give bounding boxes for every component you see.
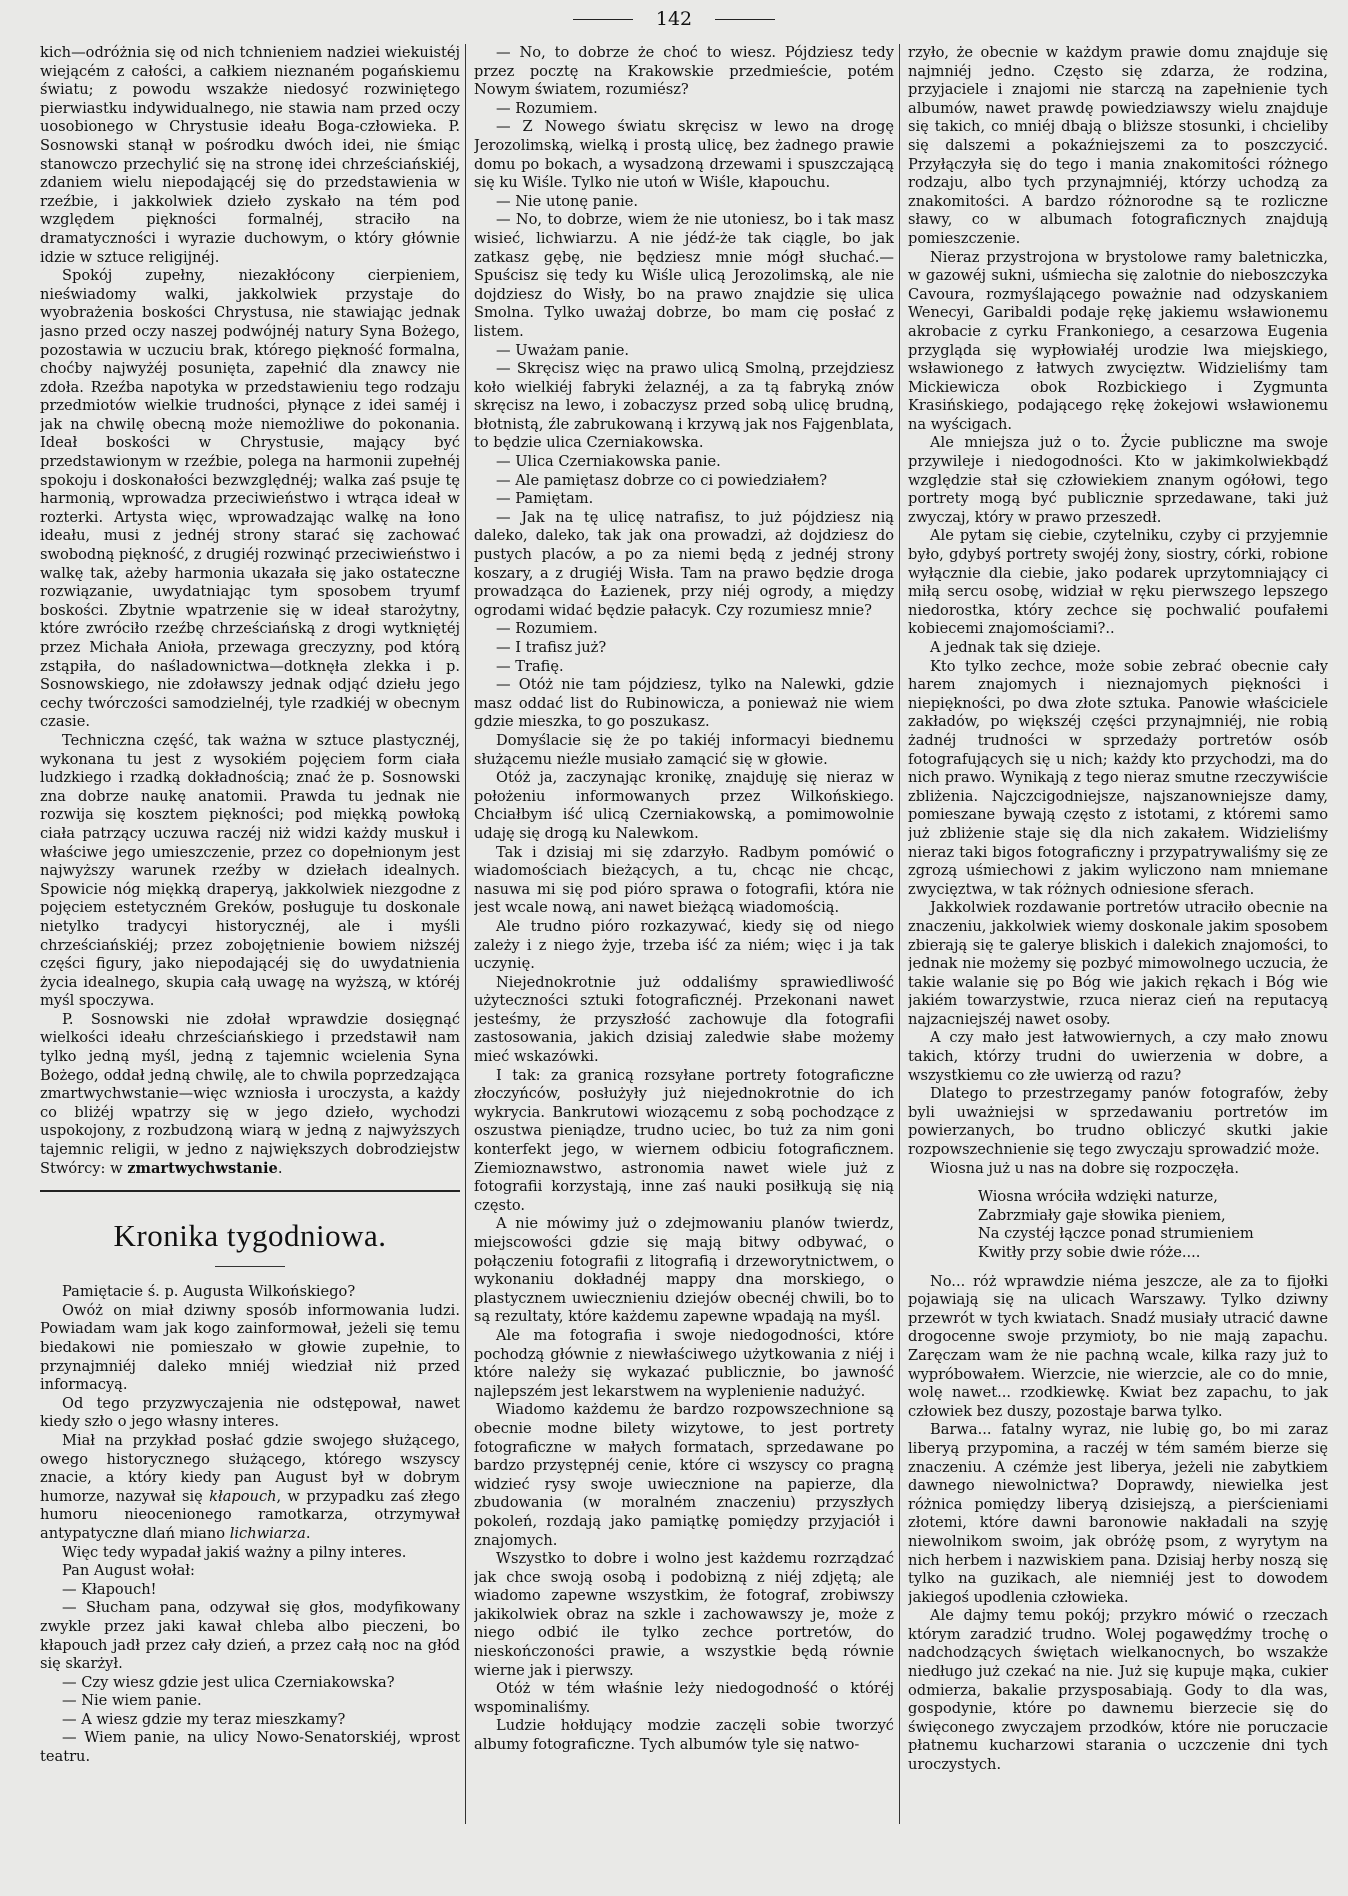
paragraph: A nie mówimy już o zdejmowaniu planów twierdz, miejscowości gdzie się mają bitwy odbywać, o połączeniu fotografii z litografią i drzeworytnictwem, o wykonaniu dokładnéj mappy dna morskiego, o plastycznem uwiecznieniu dziejów obecnéj chwili, bo to są rezultaty, które każdemu zapewne wpadają na myśl. [474,1215,894,1326]
chronicle-article-continued [474,44,894,1755]
paragraph [40,1011,460,1178]
poem [978,1188,1328,1262]
paragraph: — A wiesz gdzie my teraz mieszkamy? [62,1710,346,1728]
text-run: Miał na przykład posłać gdzie swojego służącego, owego historycznego służącego, którego wszyscy znacie, a który kiedy pan August był w dobrym humorze, nazywał się [40,1431,460,1505]
paragraph: Ludzie hołdujący modzie zaczęli sobie tworzyć albumy fotograficzne. Tych albumów tyle się natwo- [474,1717,894,1754]
paragraph: — Ulica Czerniakowska panie. [496,453,721,471]
paragraph: Niejednokrotnie już oddaliśmy sprawiedliwość użyteczności sztuki fotograficznéj. Przekonani nawet jesteśmy, że przyszłość zachowuje dla fotografii zastosowania, jakich dzisiaj zaledwie słabe możemy mieć wskazówki. [474,973,894,1066]
paragraph: — Trafię. [496,657,564,675]
text-run: , w przypadku zaś złego humoru nieocenionego ramotkarza, otrzymywał antypatyczne dlań miano [40,1487,460,1542]
header-rule-right [715,19,775,20]
paragraph: — Kłapouch! [62,1580,157,1598]
paragraph: Owóż on miał dziwny sposób informowania ludzi. Powiadam wam jak kogo zainformował, jeżeli się temu biedakowi nie pomieszało w głowie zupełnie, to przynajmniéj daleko mniéj wiedział niż przed informacyą. [40,1301,460,1394]
paragraph: rzyło, że obecnie w każdym prawie domu znajduje się najmniéj jedno. Często się zdarza, że rodzina, przyjaciele i znajomi nie starczą na zapełnienie tych albumów, nawet prawdę powiedziawszy wielu znajduje się takich, co mniéj dbają o bliższe stosunki, i chcieliby się dalszemi a pokaźniejszemi za to poszczycić. Przyłączyła się do tego i mania znakomitości różnego rodzaju, albo tych przynajmniéj, którzy uchodzą za znakomitości. A bardzo różnorodne są te rozliczne sławy, co w albumach fotograficznych znajdują pomieszczenie. [908,44,1328,247]
paragraph: — Nie utonę panie. [496,192,639,210]
paragraph: Barwa... fatalny wyraz, nie lubię go, bo mi zaraz liberyą przypomina, a raczéj w tém samém bierze się znaczeniu. A czémże jest liberya, jeżeli nie zabytkiem dawnego niewolnictwa? Doprawdy, niewielka jest różnica pomiędzy liberyą dzisiejszą, a pierścieniami złotemi, które dawni baronowie nakładali na szyję niewolnikom swoim, jak obróżę psom, z wyrytym na nich herbem i nazwiskiem pana. Dzisiaj herby noszą się tylko na guzikach, ale niemniéj jest to dowodem jakiegoś upodlenia człowieka. [908,1421,1328,1606]
paragraph: Wszystko to dobre i wolno jest każdemu rozrządzać jak chce swoją osobą i podobizną z niéj zdjętą; ale wiadomo zapewne wszystkim, że fotograf, zrobiwszy jakikolwiek obraz na szkle i zachowawszy je, może z niego odbić ile tylko zechce portretów, do nieskończoności prawie, a wszystkie będą równie wierne jak i pierwszy. [474,1550,894,1679]
paragraph: Wiadomo każdemu że bardzo rozpowszechnione są obecnie modne bilety wizytowe, to jest portrety fotograficzne w małych formatach, sprzedawane po bardzo przystępnéj cenie, które ci wszyscy co pragną widzieć rysy swoje uwiecznione na papierze, dla zbudowania (w moralném znaczeniu) przyszłych pokoleń, rozdają jako pamiątkę pomiędzy przyjaciół i znajomych. [474,1401,894,1549]
text-run: . [305,1524,311,1542]
column-3 [908,44,1328,1824]
paragraph: Kto tylko zechce, może sobie zebrać obecnie cały harem znajomych i nieznajomych piękności i niepiękności, po dwa złote sztuka. Panowie właściciele zakładów, po większéj części przynajmniéj, nie robią żadnéj trudności w sprzedaży portretów osób fotografujących się u nich; każdy kto przychodzi, ma do nich prawo. Wynikają z tego nieraz smutne rzeczywiście zbliżenia. Najczcigodniejsze, najszanowniejsze damy, pomieszane bywają często z istotami, z któremi samo już zbliżenie staje się dla nich zakałem. Widzieliśmy nieraz taki bigos fotograficzny i przypatrywaliśmy się ze zgrozą uśmiechowi z jakim wyliczono nam mniemane zwycięztwa, w tak różnych odniesione sferach. [908,657,1328,898]
poem-line: Zabrzmiały gaje słowika pieniem, [978,1206,1226,1224]
paragraph: Ale ma fotografia i swoje niedogodności, które pochodzą głównie z niewłaściwego użytkowania z niéj i które należy się wykazać publicznie, bo jawność najlepszém jest lekarstwem na wyplenienie nadużyć. [474,1326,894,1400]
paragraph: Nieraz przystrojona w brystolowe ramy baletniczka, w gazowéj sukni, uśmiecha się zalotnie do nieboszczyka Cavoura, rozmyślającego poważnie nad odzyskaniem Wenecyi, Garibaldi podaje rękę jakiemu wsławionemu akrobacie z cyrku Frankoniego, a cesarzowa Eugenia przygląda się wypłowiałéj urodzie lwa miejskiego, wsławionego z łatwych zwycięztw. Widzieliśmy tam Mickiewicza obok Rozbickiego i Zygmunta Krasińskiego, podającego rękę żokejowi wsławionemu na wyścigach. [908,248,1328,433]
paragraph: Więc tedy wypadał jakiś ważny a pilny interes. [62,1543,407,1561]
paragraph: Wiosna już u nas na dobre się rozpoczęła. [930,1159,1239,1177]
paragraph: — No, to dobrze, wiem że nie utoniesz, bo i tak masz wisieć, lichwiarzu. A nie jédź-że tak ciągle, bo jak zatkasz gębę, nie będziesz mnie mógł słuchać.— Spuścisz się tedy ku Wiśle ulicą Jerozolimską, ale nie dojdziesz do Wisły, bo na prawo znajdzie się ulica Smolna. Tylko uważaj dobrze, bo mam cię posłać z listem. [474,211,894,340]
column-divider [899,44,900,1824]
page-number: 142 [655,8,693,30]
paragraph: — No, to dobrze że choć to wiesz. Pójdziesz tedy przez pocztę na Krakowskie przedmieście, potém Nowym światem, rozumiész? [474,44,894,99]
paragraph: — Z Nowego światu skręcisz w lewo na drogę Jerozolimską, wielką i prostą ulicę, bez żadnego prawie domu po bokach, a wysadzoną drzewami i spuszczającą się ku Wiśle. Tylko nie utoń w Wiśle, kłapouchu. [474,118,894,192]
paragraph: Pamiętacie ś. p. Augusta Wilkońskiego? [62,1283,356,1301]
paragraph: A czy mało jest łatwowiernych, a czy mało znowu takich, którzy trudni do uwierzenia w dobre, a wszystkiemu co złe uwierzą od razu? [908,1029,1328,1084]
paragraph: Dlatego to przestrzegamy panów fotografów, żeby byli uważniejsi w sprzedawaniu portretów im powierzanych, bo trudno obliczyć skutki jakie rozpowszechnienie się tego zwyczaju sprowadzić może. [908,1085,1328,1159]
paragraph: Otóż w tém właśnie leży niedogodność o któréj wspominaliśmy. [474,1680,894,1716]
paragraph: A jednak tak się dzieje. [930,639,1101,656]
italic-text: lichwiarza [229,1524,306,1542]
header-rule-left [573,19,633,20]
article-sculpture-review [40,44,460,1178]
italic-text: kłapouch [209,1487,277,1505]
paragraph: Domyślacie się że po takiéj informacyi biednemu służącemu nieźle musiało zamącić się w głowie. [474,731,894,768]
paragraph: Ale trudno pióro rozkazywać, kiedy się od niego zależy i z niego żyje, trzeba iść za niém; więc i ja tak uczynię. [474,917,894,973]
paragraph: Jakkolwiek rozdawanie portretów utraciło obecnie na znaczeniu, jakkolwiek wiemy doskonale jakim sposobem zbierają się te galerye bliskich i dalekich znajomości, to jednak nie możemy się pozbyć mimowolnego uczucia, że takie walanie się po Bóg wie jakich rękach i Bóg wie jakiém towarzystwie, rzuca nieraz cień na reputacyą najzacniejszéj nawet osoby. [908,899,1328,1028]
paragraph: Pan August wołał: [62,1562,195,1580]
page-header [0,8,1348,38]
paragraph: — Wiem panie, na ulicy Nowo-Senatorskiéj, wprost teatru. [40,1729,460,1766]
paragraph: Tak i dzisiaj mi się zdarzyło. Radbym pomówić o wiadomościach bieżących, a tu, chcąc nie chcąc, nasuwa mi się pod pióro sprawa o fotografii, która nie jest wcale nową, ani nawet bieżącą wiadomością. [474,843,894,917]
paragraph: — Nie wiem panie. [62,1692,202,1710]
paragraph: — Słucham pana, odzywał się głos, modyfikowany zwykle przez jaki kawał chleba albo pieczeni, bo kłapouch jadł przez cały dzień, a przez całą noc na głód się skarżył. [40,1599,460,1673]
column-divider [465,44,466,1824]
poem-line: Wiosna wróciła wdzięki naturze, [978,1188,1218,1206]
chronicle-article-continued [908,44,1328,1178]
paragraph: — Rozumiem. [496,99,598,117]
text-run: . [277,1159,283,1177]
paragraph: Ale dajmy temu pokój; przykro mówić o rzeczach którym zaradzić trudno. Wolej pogawędźmy trochę o nadchodzących świętach wielkanocnych, bo wszakże niedługo już czekać na nie. Już się kupuje mąka, cukier odmierza, bakalie przysposabiają. Gody to dla was, gospodynie, które po dawnemu bierzecie się do święconego zwyczajem przodków, które nie poruczacie płatnemu kucharzowi starania o uczczenie dni tych uroczystych. [908,1607,1328,1774]
chronicle-article-end [908,1273,1328,1775]
title-rule [215,1266,285,1267]
paragraph: — Ale pamiętasz dobrze co ci powiedziałem? [496,471,828,489]
column-2 [474,44,894,1824]
column-1 [40,44,460,1824]
paragraph: No... róż wprawdzie niéma jeszcze, ale za to fijołki pojawiają się na ulicach Warszawy. Tylko dziwny przewrót w tych kwiatach. Snadź musiały utracić dawne drogocenne swoje przymioty, bo nie mają zapachu. Zaręczam wam że nie pachną wcale, kilka razy już to wypróbowałem. Wierzcie, nie wierzcie, ale co do mnie, wolę nawet... rzodkiewkę. Kwiat bez zapachu, to jak człowiek bez duszy, pozostaje barwa tylko. [908,1272,1328,1420]
paragraph: — I trafisz już? [496,639,607,656]
paragraph: kich—odróżnia się od nich tchnieniem nadziei wiekuistéj wiejącém z całości, a całkiem nieznaném pogańskiemu światu; z powodu wszakże niedosyć rozwiniętego pierwiastku indywidualnego, nie stawia nam przed oczy uosobionego w Chrystusie ideału Boga-człowieka. P. Sosnowski stanął w pośrodku dwóch idei, nie śmiąc stanowczo przechylić się na stronę idei chrześciańskiéj, zdaniem wielu niepodającéj się do przedstawienia w rzeźbie, i jakkolwiek dzieło zyskało na tém pod względem piękności formalnéj, straciło na dramatyczności i wyrazie duchowym, o który głównie idzie w sztuce religijnéj. [40,44,460,266]
paragraph: — Skręcisz więc na prawo ulicą Smolną, przejdziesz koło wielkiéj fabryki żelaznéj, a za tą fabryką znów skręcisz na lewo, i zobaczysz przed sobą ulicę brudną, błotnistą, źle zabrukowaną i krzywą jak nos Fajgenblata, to będzie ulica Czerniakowska. [474,360,894,452]
section-divider [40,1190,460,1192]
paragraph: Od tego przyzwyczajenia nie odstępował, nawet kiedy szło o jego własny interes. [40,1394,460,1431]
paragraph: Techniczna część, tak ważna w sztuce plastycznéj, wykonana tu jest z wysokiém pojęciem form ciała ludzkiego i rzadką dokładnością; znać że p. Sosnowski zna dobrze naukę anatomii. Prawda tu jednak nie rozwija się kosztem piękności; pod miękką powłoką ciała patrzący uczuwa raczéj niż widzi każdy muskuł i właściwe jego umieszczenie, przez co dopełnionym jest najwyższy warunek rzeźby w dziełach idealnych. Spowicie nóg miękką draperyą, jakkolwiek niezgodne z pojęciem estetyczném Greków, posługuje tu doskonale nietylko tradycyi historycznéj, ale i myśli chrześciańskiéj; przez zobojętnienie bowiem niższéj części figury, jako niepodającéj się do uwydatnienia życia idealnego, skupia całą uwagę na wyższą, w któréj myśl spoczywa. [40,731,460,1010]
paragraph: Spokój zupełny, niezakłócony cierpieniem, nieświadomy walki, jakkolwiek przystaje do wyobrażenia boskości Chrystusa, nie stawiając jednak jasno przed oczy naszej podwójnéj natury Syna Bożego, pozostawia w uczuciu brak, którego piękność formalna, choćby najwyżéj posunięta, zapełnić dla znawcy nie zdoła. Rzeźba napotyka w przedstawieniu tego rodzaju przedmiotów wielkie trudności, płynące z idei saméj i jak na chwilę obecną może niemożliwe do pokonania. Ideał boskości w Chrystusie, mający być przedstawionym w rzeźbie, polega na harmonii zupełnéj spokoju i doskonałości bezwzględnéj; walka zaś psuje tę harmonią, wprowadza przeciwieństwo i wtrąca ideał w rozterki. Artysta więc, wprowadzając walkę na łono ideału, musi z jednéj strony starać się zachować swobodną piękność, z drugiéj rozwinąć przeciwieństwo i walkę tak, ażeby harmonia ukazała się jako ostateczne rozwiązanie, uwydatniając tym sposobem tryumf boskości. Zbytnie wpatrzenie się w ideał starożytny, które zwróciło rzeźbę chrześciańską z drogi wytkniętéj przez Michała Anioła, przewaga greczyzny, pod którą zstąpiła, do naśladownictwa—dotknęła zlekka i p. Sosnowskiego, nie zdoławszy jednak odjąć dziełu jego cechy twórczości samodzielnéj, tyle rzadkiéj w obecnym czasie. [40,267,460,731]
paragraph: Ale mniejsza już o to. Życie publiczne ma swoje przywileje i niedogodności. Kto w jakimkolwiekbądź względzie stał się człowiekiem znanym ogółowi, tego portrety mogą być publicznie sprzedawane, taki już zwyczaj, który w prawo przeszedł. [908,434,1328,526]
paragraph: — Czy wiesz gdzie jest ulica Czerniakowska? [62,1673,395,1691]
text-run: P. Sosnowski nie zdołał wprawdzie dosięgnąć wielkości ideału chrześciańskiego i przedstawił nam tylko jedną myśl, jedną z tajemnic wcielenia Syna Bożego, oddał jedną chwilę, ale to chwila poprzedzająca zmartwychwstanie—więc wzniosła i uroczysta, a każdy co bliżéj wpatrzy się w jego dzieło, wychodzi uspokojony, z rozbudzoną wiarą w jedną z najwyższych tajemnic religii, w jedno z największych dobrodziejstw Stwórcy: w [40,1010,460,1177]
paragraph: — Pamiętam. [496,490,594,508]
paragraph: — Otóż nie tam pójdziesz, tylko na Nalewki, gdzie masz oddać list do Rubinowicza, a ponieważ nie wiem gdzie mieszka, to go poszukasz. [474,676,894,731]
poem-line: Na czystéj łączce ponad strumieniem [978,1225,1254,1243]
poem-line: Kwitły przy sobie dwie róże.... [978,1244,1201,1261]
paragraph: I tak: za granicą rozsyłane portrety fotograficzne złoczyńców, posłużyły już niejednokrotnie do ich wykrycia. Bankrutowi wiozącemu z sobą pochodzące z oszustwa pieniądze, trudno uciec, bo tuż za nim goni konterfekt jego, w wiernem odbiciu fotograficznem. Ziemioznawstwo, astronomia nawet wiele już z fotografii korzystają, inne zaś nauki posiłkują się nią często. [474,1066,894,1214]
paragraph: — Rozumiem. [496,620,598,638]
paragraph: Ale pytam się ciebie, czytelniku, czyby ci przyjemnie było, gdybyś portrety swojéj żony, siostry, córki, robione wyłącznie dla ciebie, jako podarek uprzytomniający ci miłą sercu osobę, widział w ręku pierwszego lepszego niedorostka, który zechce się pochwalić poufałemi kobiecemi znajomościami?.. [908,527,1328,638]
paragraph: — Uważam panie. [496,341,629,359]
paragraph: Otóż ja, zaczynając kronikę, znajduję się nieraz w położeniu informowanych przez Wilkońskiego. Chciałbym iść ulicą Czerniakowską, a pomimowolnie udaję się drogą ku Nalewkom. [474,769,894,842]
section-title: Kronika tygodniowa. [113,1218,387,1254]
chronicle-article-start [40,1283,460,1766]
paragraph [40,1432,460,1544]
bold-text: zmartwychwstanie [127,1159,278,1177]
paragraph: — Jak na tę ulicę natrafisz, to już pójdziesz nią daleko, daleko, tak jak ona prowadzi, aż dojdziesz do pustych placów, a po za niemi będą z jednéj strony koszary, a z drugiéj Wisła. Tam na prawo będzie droga prowadząca do Łazienek, przy niéj ogrody, a między ogrodami widać będzie pałacyk. Czy rozumiesz mnie? [474,508,894,619]
